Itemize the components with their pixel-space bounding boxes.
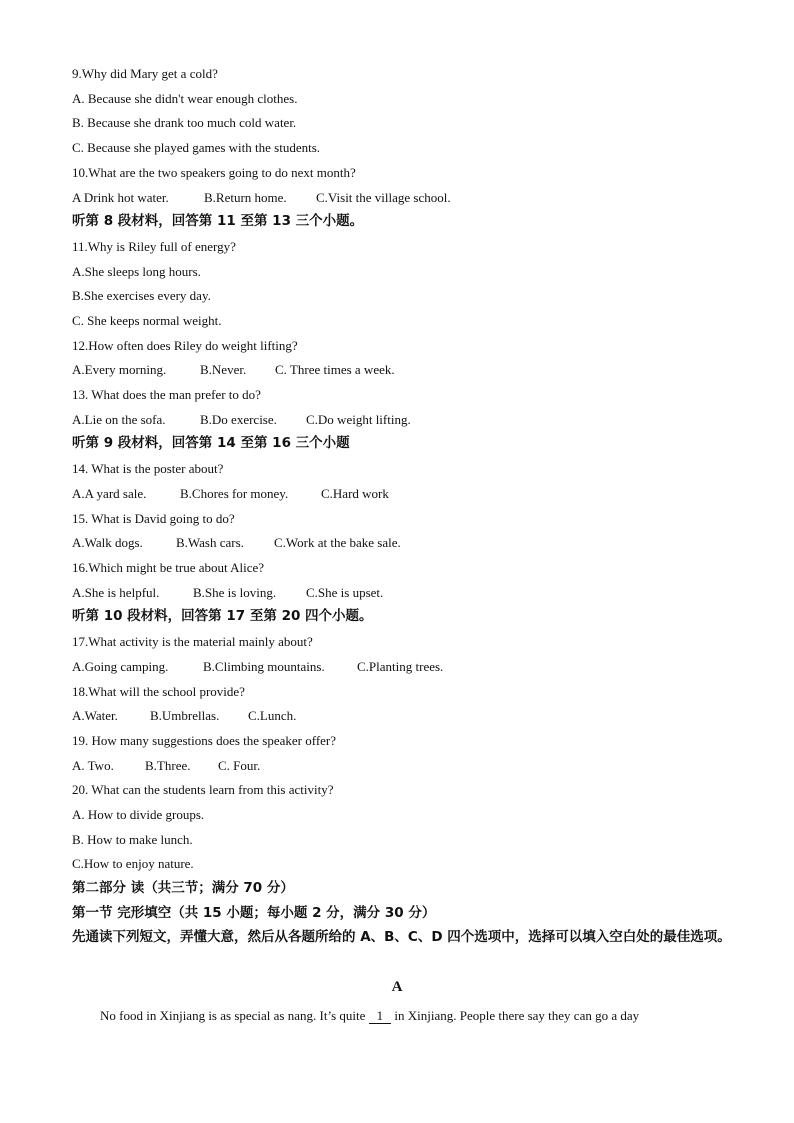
question-20-option-b: B. How to make lunch. <box>72 832 193 847</box>
question-9-option-b: B. Because she drank too much cold water. <box>72 115 297 130</box>
question-12-option-a: A.Every morning. <box>72 362 167 377</box>
question-18-option-b: B.Umbrellas. <box>150 708 220 723</box>
question-11-stem: 11.Why is Riley full of energy? <box>72 239 236 254</box>
question-16-option-b: B.She is loving. <box>193 585 277 600</box>
question-15-options <box>72 535 401 551</box>
question-13-option-a: A.Lie on the sofa. <box>72 412 166 427</box>
question-12-options <box>72 362 395 378</box>
question-15-stem: 15. What is David going to do? <box>72 511 235 526</box>
question-16-stem: 16.Which might be true about Alice? <box>72 560 265 575</box>
question-20-stem: 20. What can the students learn from this activity? <box>72 782 334 797</box>
question-10-option-a: A Drink hot water. <box>72 190 169 205</box>
question-17-option-a: A.Going camping. <box>72 659 169 674</box>
cloze-section-heading: 第一节 完形填空（共 15 小题；每小题 2 分，满分 30 分） <box>72 905 436 921</box>
question-14-stem: 14. What is the poster about? <box>72 461 224 476</box>
question-16-option-a: A.She is helpful. <box>72 585 160 600</box>
question-9-option-a: A. Because she didn't wear enough clothes. <box>72 91 298 106</box>
question-18-option-a: A.Water. <box>72 708 118 723</box>
question-16-option-c: C.She is upset. <box>306 585 384 600</box>
question-11-option-b: B.She exercises every day. <box>72 288 211 303</box>
question-15-option-c: C.Work at the bake sale. <box>274 535 401 550</box>
question-20-option-c: C.How to enjoy nature. <box>72 856 194 871</box>
question-19-option-c: C. Four. <box>218 758 261 773</box>
part-two-heading: 第二部分 读（共三节；满分 70 分） <box>72 880 294 896</box>
question-19-option-b: B.Three. <box>145 758 191 773</box>
question-12-option-b: B.Never. <box>200 362 247 377</box>
question-20-option-a: A. How to divide groups. <box>72 807 205 822</box>
cloze-blank-1: 1 <box>369 1009 392 1024</box>
question-13-options <box>72 412 411 428</box>
section-heading-8: 听第 8 段材料，回答第 11 至第 13 三个小题。 <box>72 213 364 229</box>
question-18-stem: 18.What will the school provide? <box>72 684 245 699</box>
question-10-options <box>72 190 451 206</box>
question-18-option-c: C.Lunch. <box>248 708 297 723</box>
cloze-instruction: 先通读下列短文，弄懂大意，然后从各题所给的 A、B、C、D 四个选项中，选择可以填入空白处的最佳选项。 <box>72 929 731 945</box>
question-18-options <box>72 708 296 724</box>
passage-text-after: in Xinjiang. People there say they can go a day <box>391 1008 640 1023</box>
question-16-options <box>72 585 383 601</box>
question-10-stem: 10.What are the two speakers going to do next month? <box>72 165 356 180</box>
question-10-option-c: C.Visit the village school. <box>316 190 451 205</box>
question-17-option-b: B.Climbing mountains. <box>203 659 325 674</box>
section-heading-10: 听第 10 段材料，回答第 17 至第 20 四个小题。 <box>72 608 373 624</box>
question-11-option-c: C. She keeps normal weight. <box>72 313 222 328</box>
question-17-option-c: C.Planting trees. <box>357 659 444 674</box>
section-heading-9: 听第 9 段材料，回答第 14 至第 16 三个小题 <box>72 435 350 451</box>
question-14-option-b: B.Chores for money. <box>180 486 289 501</box>
passage-paragraph <box>100 1008 639 1024</box>
question-9-option-c: C. Because she played games with the students. <box>72 140 321 155</box>
question-13-option-b: B.Do exercise. <box>200 412 277 427</box>
passage-title: A <box>391 979 403 995</box>
question-19-stem: 19. How many suggestions does the speaker offer? <box>72 733 337 748</box>
question-10-option-b: B.Return home. <box>204 190 287 205</box>
question-19-options <box>72 758 260 774</box>
question-12-option-c: C. Three times a week. <box>275 362 395 377</box>
question-13-stem: 13. What does the man prefer to do? <box>72 387 261 402</box>
passage-text-before: No food in Xinjiang is as special as nang. It’s quite <box>100 1008 369 1023</box>
question-17-options <box>72 659 443 675</box>
question-14-options <box>72 486 389 502</box>
question-15-option-a: A.Walk dogs. <box>72 535 143 550</box>
question-9-stem: 9.Why did Mary get a cold? <box>72 66 218 81</box>
question-13-option-c: C.Do weight lifting. <box>306 412 411 427</box>
question-19-option-a: A. Two. <box>72 758 114 773</box>
question-14-option-c: C.Hard work <box>321 486 389 501</box>
question-17-stem: 17.What activity is the material mainly about? <box>72 634 313 649</box>
question-14-option-a: A.A yard sale. <box>72 486 147 501</box>
question-15-option-b: B.Wash cars. <box>176 535 244 550</box>
question-11-option-a: A.She sleeps long hours. <box>72 264 201 279</box>
question-12-stem: 12.How often does Riley do weight lifting? <box>72 338 298 353</box>
